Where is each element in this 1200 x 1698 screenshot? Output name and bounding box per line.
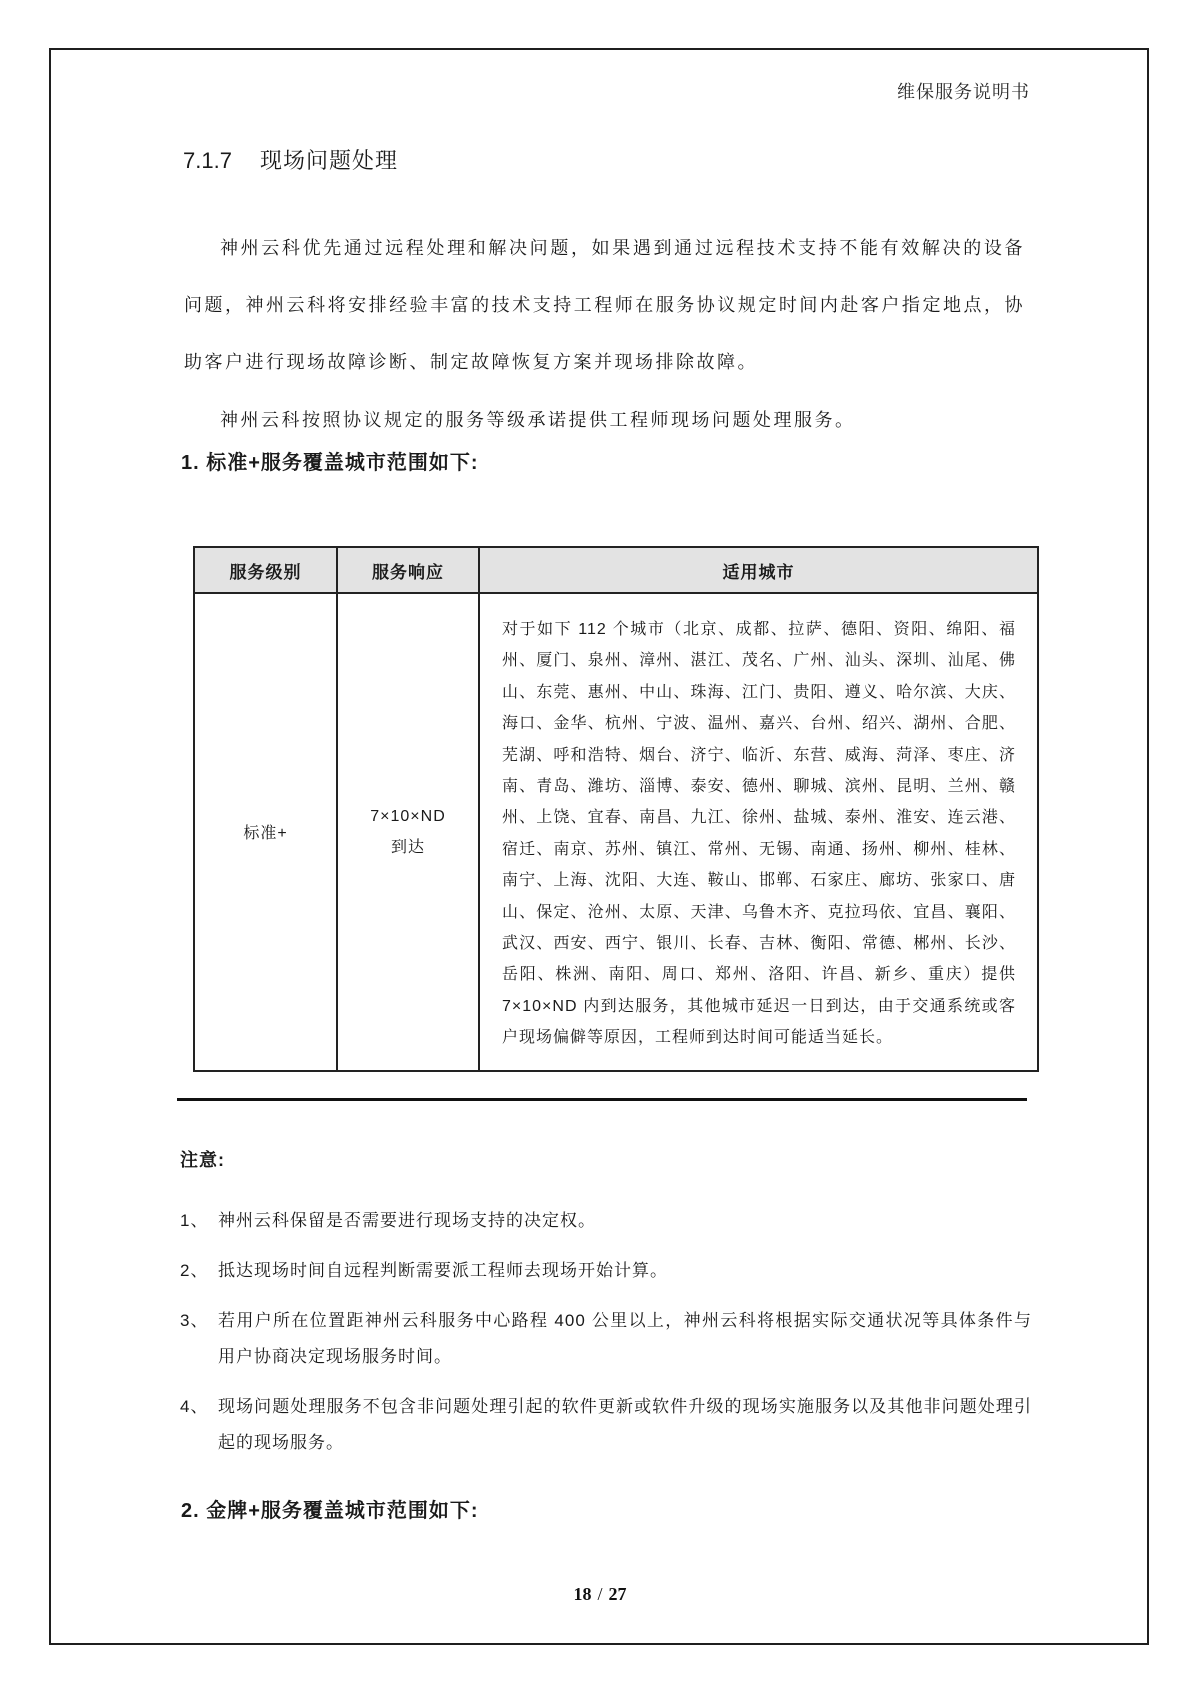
note-item-3 xyxy=(180,1303,1032,1375)
notes-title: 注意: xyxy=(180,1150,225,1170)
table-row xyxy=(194,593,1038,1071)
note-text: 抵达现场时间自远程判断需要派工程师去现场开始计算。 xyxy=(218,1261,668,1280)
note-item-4 xyxy=(180,1389,1032,1461)
footer-page-separator: / xyxy=(597,1584,603,1604)
footer-page-current: 18 xyxy=(573,1584,592,1604)
column-header-applicable-cities: 适用城市 xyxy=(479,547,1038,593)
section-number: 7.1.7 xyxy=(183,148,232,173)
note-number: 1、 xyxy=(180,1211,209,1230)
paragraph-remote-handling: 神州云科优先通过远程处理和解决问题，如果遇到通过远程技术支持不能有效解决的设备问题，神州云科将安排经验丰富的技术支持工程师在服务协议规定时间内赴客户指定地点，协助客户进行现场故障诊断、制定故障恢复方案并现场排除故障。 xyxy=(184,238,1025,372)
note-number: 2、 xyxy=(180,1261,209,1280)
note-item-2 xyxy=(180,1253,1032,1289)
note-text: 若用户所在位置距神州云科服务中心路程 400 公里以上，神州云科将根据实际交通状况等具体条件与用户协商决定现场服务时间。 xyxy=(218,1311,1032,1366)
note-number: 3、 xyxy=(180,1311,209,1330)
document-header: 维保服务说明书 xyxy=(897,82,1030,102)
column-header-service-level: 服务级别 xyxy=(194,547,337,593)
section-title xyxy=(183,144,398,175)
note-item-1 xyxy=(180,1203,1032,1239)
cell-service-response xyxy=(337,593,479,1071)
note-text: 神州云科保留是否需要进行现场支持的决定权。 xyxy=(218,1211,596,1230)
cell-service-level: 标准+ xyxy=(194,593,337,1071)
footer-page-total: 27 xyxy=(608,1584,627,1604)
cell-applicable-cities xyxy=(479,593,1038,1071)
service-response-line2: 到达 xyxy=(390,838,425,856)
heading-standard-coverage: 1. 标准+服务覆盖城市范围如下: xyxy=(181,452,479,474)
horizontal-rule xyxy=(177,1098,1027,1101)
service-coverage-table xyxy=(193,546,1039,1072)
column-header-service-response: 服务响应 xyxy=(337,547,479,593)
service-response-line1: 7×10×ND xyxy=(370,807,446,825)
heading-gold-coverage: 2. 金牌+服务覆盖城市范围如下: xyxy=(181,1500,479,1522)
section-title-text: 现场问题处理 xyxy=(259,148,398,173)
applicable-cities-text: 对于如下 112 个城市（北京、成都、拉萨、德阳、资阳、绵阳、福州、厦门、泉州、漳州、湛江、茂名、广州、汕头、深圳、汕尾、佛山、东莞、惠州、中山、珠海、江门、贵阳、遵义、哈尔滨、大庆、海口、金华、杭州、宁波、温州、嘉兴、台州、绍兴、湖州、合肥、芜湖、呼和浩特、烟台、济宁、临沂、东营、威海、菏泽、枣庄、济南、青岛、潍坊、淄博、泰安、德州、聊城、滨州、昆明、兰州、赣州、上饶、宜春、南昌、九江、徐州、盐城、泰州、淮安、连云港、宿迁、南京、苏州、镇江、常州、无锡、南通、扬州、柳州、桂林、南宁、上海、沈阳、大连、鞍山、邯郸、石家庄、廊坊、张家口、唐山、保定、沧州、太原、天津、乌鲁木齐、克拉玛依、宜昌、襄阳、武汉、西安、西宁、银川、长春、吉林、衡阳、常德、郴州、长沙、岳阳、株洲、南阳、周口、郑州、洛阳、许昌、新乡、重庆）提供 7×10×ND 内到达服务，其他城市延迟一日到达，由于交通系统或客户现场偏僻等原因，工程师到达时间可能适当延长。 xyxy=(502,621,1016,1047)
notes-list xyxy=(180,1203,1032,1475)
table-header-row xyxy=(194,547,1038,593)
note-number: 4、 xyxy=(180,1397,209,1416)
page-footer xyxy=(0,1584,1200,1605)
note-text: 现场问题处理服务不包含非问题处理引起的软件更新或软件升级的现场实施服务以及其他非问题处理引起的现场服务。 xyxy=(218,1397,1032,1452)
paragraph-service-level: 神州云科按照协议规定的服务等级承诺提供工程师现场问题处理服务。 xyxy=(220,410,856,430)
